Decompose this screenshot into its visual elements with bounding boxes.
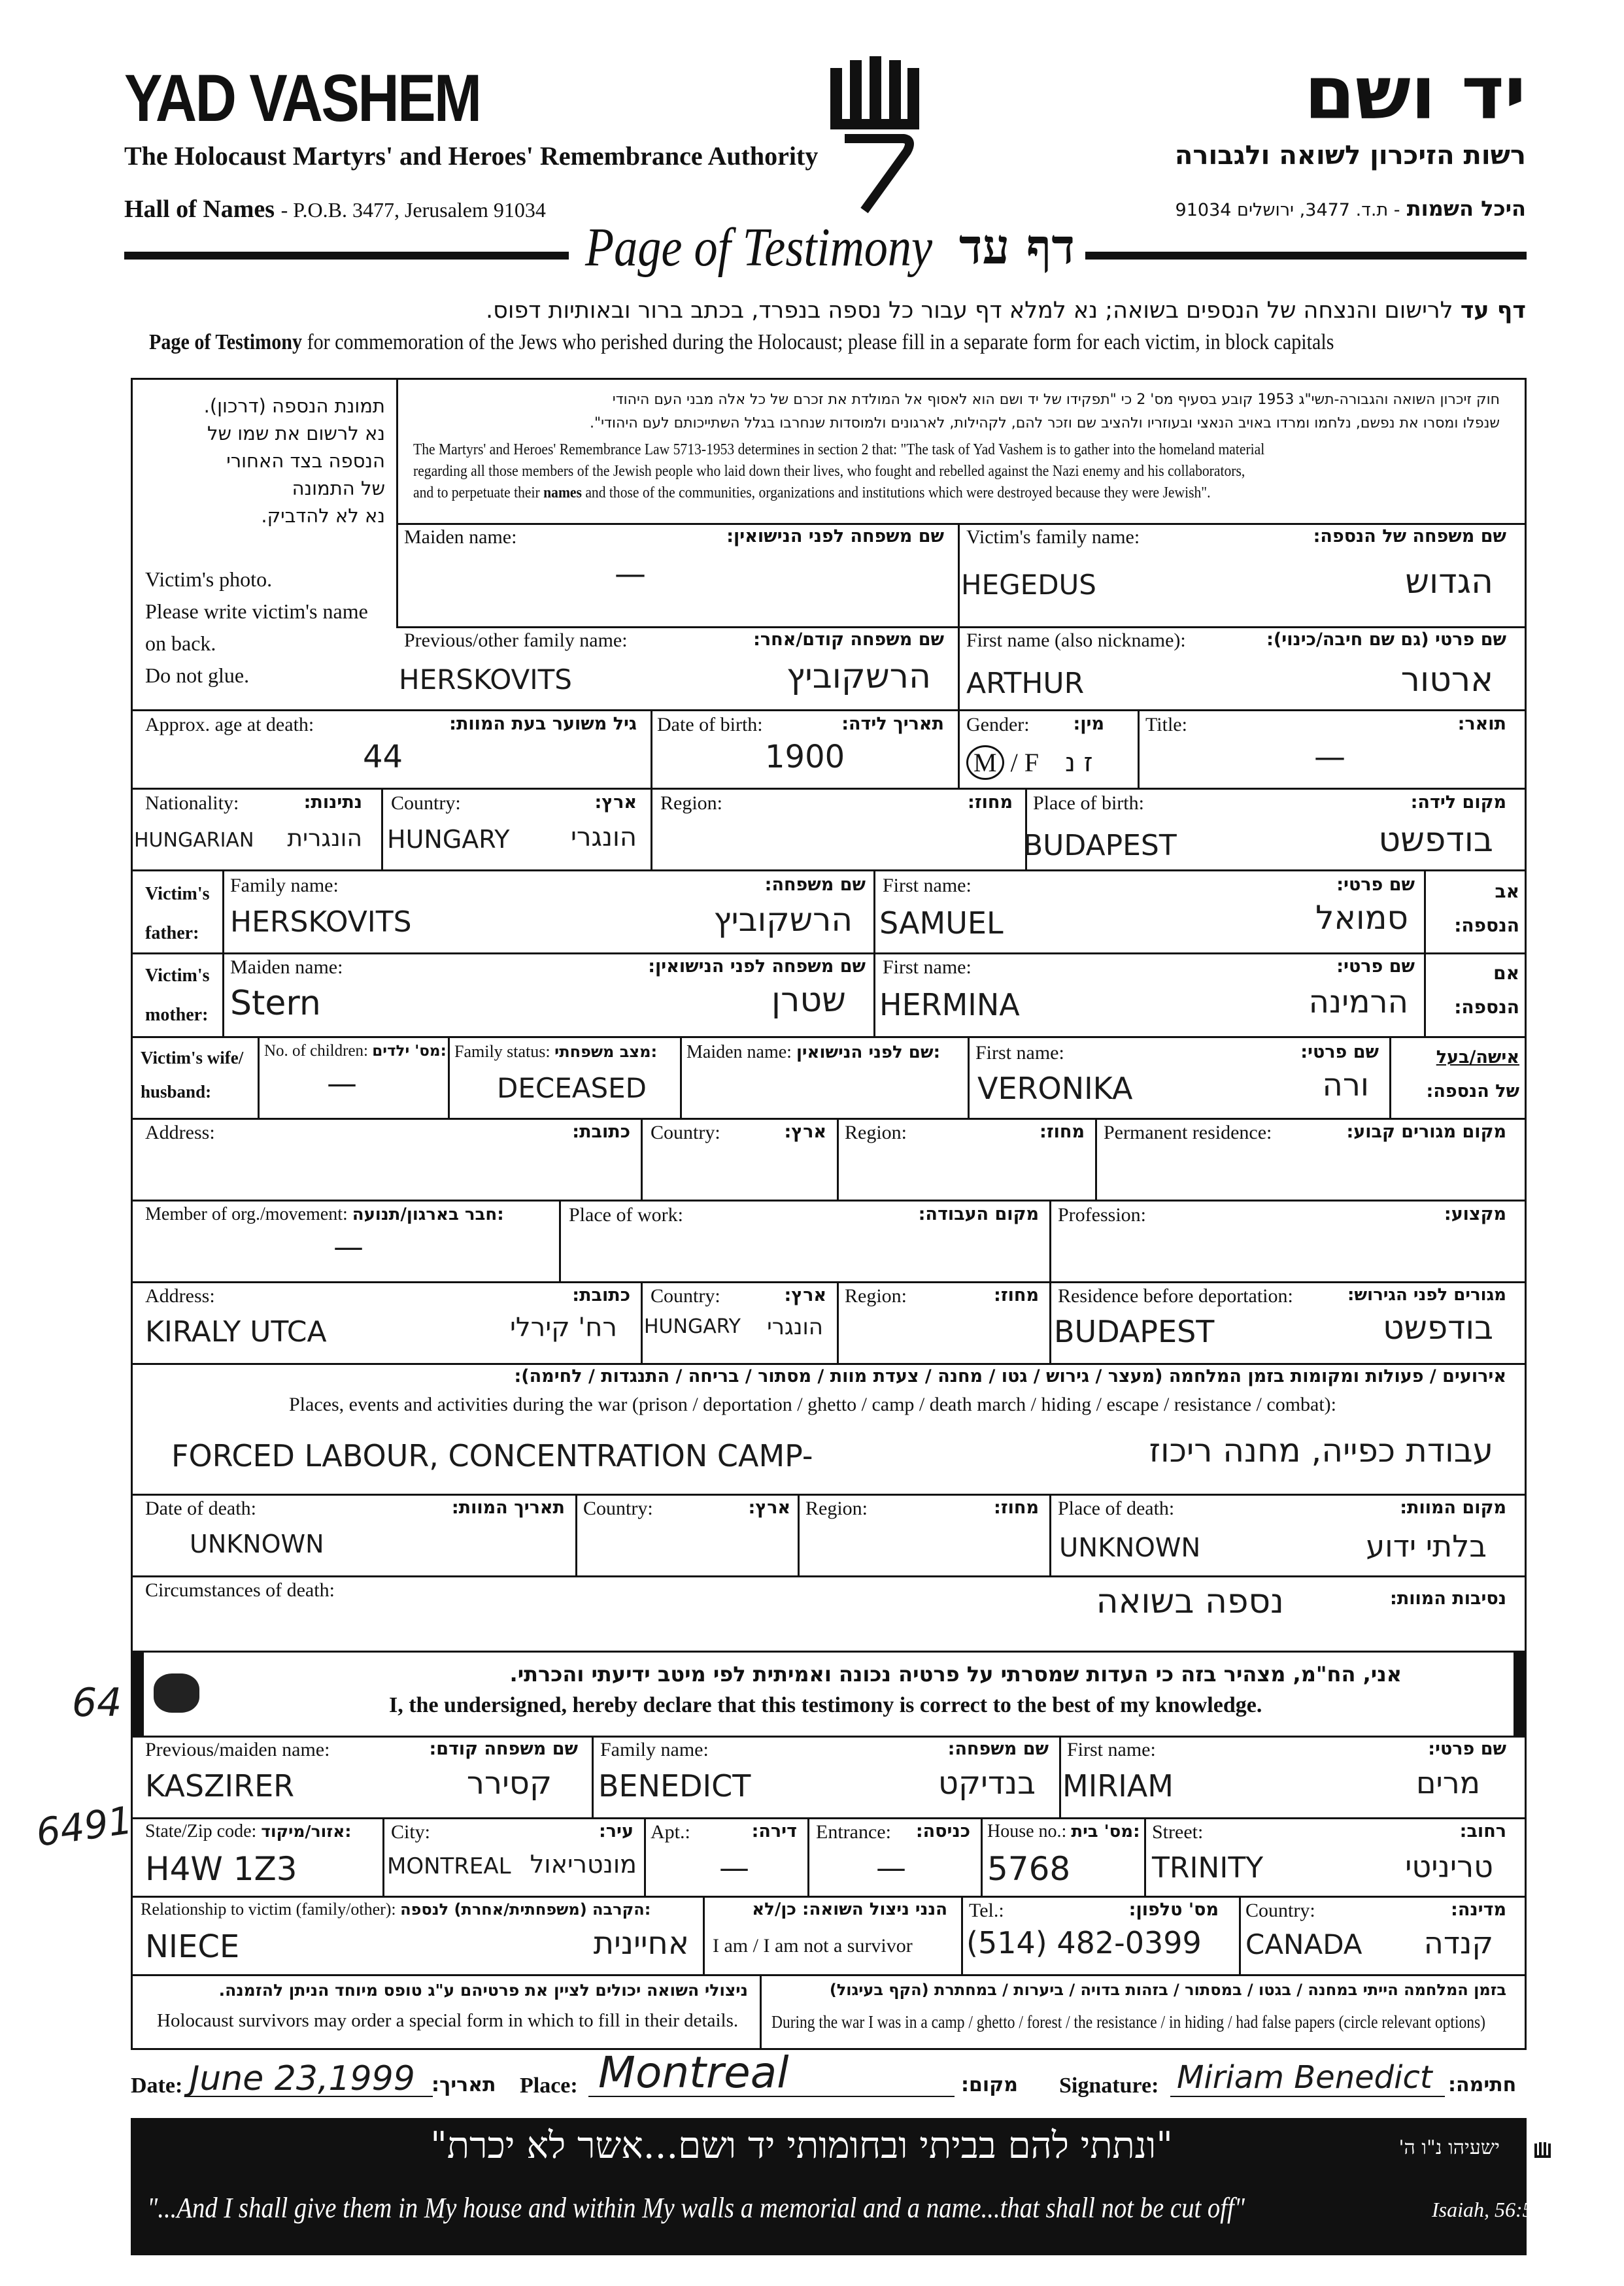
place-label-he: מקום: <box>961 2074 1018 2096</box>
circumstances-label-he: נסיבות המוות: <box>1390 1588 1506 1609</box>
spouse-first-name-label-he: שם פרטי: <box>1300 1042 1379 1062</box>
house-number-value: 5768 <box>987 1850 1071 1888</box>
profession-label: Profession: <box>1058 1204 1146 1226</box>
instructions-en <box>149 330 1334 355</box>
submitter-country-value-he: קנדה <box>1423 1925 1493 1960</box>
photo-divider <box>396 378 398 626</box>
title-label: Title: <box>1145 714 1187 735</box>
previous-family-name-value-en: HERSKOVITS <box>399 664 572 696</box>
address-label: Address: <box>145 1122 215 1143</box>
survivor-option[interactable]: I am / I am not a survivor <box>713 1935 913 1957</box>
relationship-label: Relationship to victim (family/other): הקרבה (משפחתית/אחרת) לנספה: <box>141 1900 651 1919</box>
photo-he-line: נא לא להדביק. <box>261 505 385 527</box>
law-he-line: שנפלו ומסרו את נפשם, נלחמו ומרדו באויב הנאצי ובעוזריו ולהציב שם וזכר להם, לקהילות, לארגונים ולמוסדות שנחרבו בגלל השתייכותם לעם היהודי". <box>590 415 1500 431</box>
father-label: Victim's father: <box>145 884 210 943</box>
col-line <box>651 788 652 869</box>
row-line <box>396 626 1527 628</box>
declaration-bar-right <box>1514 1651 1527 1736</box>
residence-before-deportation-label-he: מגורים לפני הגירוש: <box>1347 1285 1506 1305</box>
family-name-value-en: HEGEDUS <box>961 569 1096 601</box>
father-first-name-label-he: שם פרטי: <box>1336 875 1415 895</box>
col-line <box>651 709 652 788</box>
row-line <box>131 1200 1527 1202</box>
col-line <box>1138 709 1140 788</box>
col-line <box>258 1036 260 1118</box>
address2-label-he: כתובת: <box>572 1285 630 1305</box>
first-name-value-en: ARTHUR <box>966 667 1085 700</box>
region-label: Region: <box>660 792 722 814</box>
father-family-name-value-en: HERSKOVITS <box>230 905 412 939</box>
death-region-label-he: מחוז: <box>994 1498 1039 1518</box>
declaration-he: אני, הח"מ, מצהיר בזה כי העדות שמסרתי על פרטיה נכונה ואמיתית לפי מיטב ידיעתי והכרתי. <box>509 1662 1402 1687</box>
maiden-name-label: Maiden name: <box>404 526 517 548</box>
col-line <box>641 1118 643 1200</box>
events-value-en: FORCED LABOUR, CONCENTRATION CAMP- <box>171 1438 813 1473</box>
first-name-value-he: ארטור <box>1400 660 1493 699</box>
place-of-death-value-he: בלתי ידוע <box>1366 1528 1487 1564</box>
nationality-value-he: הונגרית <box>287 825 362 852</box>
father-family-name-value-he: הרשקוביץ <box>713 901 853 939</box>
maiden-name-value: — <box>615 556 646 592</box>
row-line <box>131 869 1527 871</box>
col-line <box>703 1896 705 1974</box>
footer-cite-he: ישעיהו נ"ו ה' <box>1398 2136 1500 2159</box>
org-name-en: YAD VASHEM <box>124 61 481 135</box>
declaration-en: I, the undersigned, hereby declare that this testimony is correct to the best of my knowledge. <box>389 1693 1262 1717</box>
spouse-first-name-label: First name: <box>975 1042 1064 1064</box>
city-value-he: מונטריאול <box>530 1850 637 1879</box>
maiden-name-label-he: שם משפחה לפני הנישואין: <box>726 526 944 546</box>
residence-before-deportation-label: Residence before deportation: <box>1058 1285 1293 1307</box>
during-war-he: בזמן המלחמה הייתי במחנה / בגטו / במסתור / בזהות בדויה / ביערות / במחתרת (הקף בעיגול) <box>829 1981 1506 1999</box>
place-of-death-label-he: מקום המוות: <box>1400 1498 1506 1518</box>
date-of-death-label: Date of death: <box>145 1498 256 1519</box>
place-value: Montreal <box>598 2047 789 2098</box>
apt-label-he: דירה: <box>751 1821 797 1841</box>
signature-value: Miriam Benedict <box>1177 2059 1432 2096</box>
family-status-value: DECEASED <box>497 1072 647 1104</box>
photo-he-line: של התמונה <box>292 477 385 499</box>
place-of-death-label: Place of death: <box>1058 1498 1175 1519</box>
place-of-work-label-he: מקום העבודה: <box>918 1204 1039 1224</box>
nationality-label: Nationality: <box>145 792 239 814</box>
country-value-he: הונגרי <box>570 822 637 852</box>
country-value-en: HUNGARY <box>387 825 510 854</box>
authority-en: The Holocaust Martyrs' and Heroes' Remembrance Authority <box>124 141 819 171</box>
events-label-he: אירועים / פעולות ומקומות בזמן המלחמה (מעצר / גירוש / גטו / מחנה / צעדת מוות / מסתור / בריחה / התנגדות / לחימה): <box>514 1366 1506 1387</box>
family-name-label-he: שם משפחה של הנספה: <box>1313 526 1506 546</box>
photo-instructions-en <box>145 563 368 692</box>
country-label: Country: <box>391 792 461 814</box>
row-line <box>131 1036 1527 1038</box>
father-family-name-label: Family name: <box>230 875 339 896</box>
father-family-name-label-he: שם משפחה: <box>764 875 866 895</box>
nationality-label-he: נתינות: <box>303 792 362 813</box>
place-of-birth-value-he: בודפשט <box>1378 820 1493 860</box>
family-name-value-he: הגדוש <box>1405 562 1493 601</box>
city-label: City: <box>391 1821 431 1843</box>
father-label-he: אב הנספה: <box>1454 881 1519 936</box>
submitter-family-name-label: Family name: <box>600 1739 709 1760</box>
col-line <box>1389 1036 1391 1118</box>
mother-maiden-name-value-he: שטרן <box>771 981 846 1020</box>
street-value-he: טריניטי <box>1405 1849 1493 1884</box>
col-line <box>680 1036 682 1118</box>
residence-before-deportation-value-en: BUDAPEST <box>1054 1314 1215 1349</box>
children-label: No. of children: מס' ילדים: <box>264 1042 447 1060</box>
form-title-he: דף עד <box>958 219 1075 275</box>
age-label-he: גיל משוער בעת המוות: <box>449 714 637 734</box>
col-line <box>958 709 960 788</box>
special-form-en: Holocaust survivors may order a special form in which to fill in their details. <box>157 2010 739 2031</box>
margin-note-2: 6491 <box>33 1798 135 1855</box>
gender-male-option[interactable]: M <box>966 745 1004 780</box>
photo-he-line: הנספה בצד האחורי <box>226 450 385 472</box>
mother-label: Victim's mother: <box>145 966 210 1025</box>
date-label-he: תאריך: <box>431 2074 496 2096</box>
member-value: — <box>333 1229 364 1264</box>
entrance-value: — <box>876 1850 906 1885</box>
submitter-first-name-label-he: שם פרטי: <box>1428 1739 1506 1759</box>
address2-region-label-he: מחוז: <box>994 1285 1039 1305</box>
col-line <box>1059 1736 1061 1817</box>
tel-label-he: מס' טלפון: <box>1128 1900 1219 1920</box>
profession-label-he: מקצוע: <box>1444 1204 1506 1224</box>
col-line <box>837 1281 839 1363</box>
date-label: Date: <box>131 2074 183 2098</box>
place-of-death-value-en: UNKNOWN <box>1059 1533 1201 1563</box>
col-line <box>1144 1817 1146 1896</box>
date-of-death-label-he: תאריך המוות: <box>451 1498 565 1518</box>
member-label: Member of org./movement: חבר בארגון/תנועה: <box>145 1204 504 1224</box>
special-form-he: ניצולי השואה יכולים לציין את פרטיהם ע"ג טופס מיוחד הניתן להזמנה. <box>218 1981 748 2000</box>
gender-label: Gender: <box>966 714 1030 735</box>
date-value: June 23,1999 <box>190 2059 415 2098</box>
zip-value: H4W 1Z3 <box>145 1850 297 1888</box>
col-line <box>968 1036 970 1118</box>
col-line <box>382 1817 384 1896</box>
col-line <box>958 523 960 709</box>
margin-scribble <box>154 1673 199 1713</box>
father-first-name-value-he: סמואל <box>1315 899 1408 937</box>
spouse-first-name-value-en: VERONIKA <box>977 1071 1133 1106</box>
address2-country-value-en: HUNGARY <box>644 1315 741 1338</box>
footer-quote-en: "...And I shall give them in My house and within My walls a memorial and a name...that shall not be cut off" <box>147 2192 1245 2224</box>
gender-options <box>966 745 1093 780</box>
submitter-previous-name-label-he: שם משפחה קודם: <box>429 1739 578 1759</box>
instructions-he-text: לרישום והנצחה של הנספים בשואה; נא למלא דף עבור כל נספה בנפרד, בכתב ברור ובאותיות דפוס. <box>486 297 1453 324</box>
col-line <box>381 788 383 869</box>
photo-en-line: Victim's photo. <box>145 567 273 591</box>
col-line <box>1049 1281 1051 1363</box>
hall-he: היכל השמות <box>1406 196 1526 221</box>
col-line <box>644 1817 646 1896</box>
first-name-label: First name (also nickname): <box>966 630 1186 651</box>
address-region-label-he: מחוז: <box>1040 1122 1085 1142</box>
address2-value-he: רח' קירלי <box>509 1313 617 1343</box>
country-label-he: ארץ: <box>594 792 637 813</box>
street-value-en: TRINITY <box>1152 1851 1264 1885</box>
mother-maiden-name-label: Maiden name: <box>230 956 343 978</box>
address2-label: Address: <box>145 1285 215 1307</box>
survivor-label-he: הנני ניצול השואה: כן/לא <box>752 1900 947 1919</box>
address-country-label-he: ארץ: <box>784 1122 826 1142</box>
children-value: — <box>327 1066 357 1101</box>
date-of-birth-label: Date of birth: <box>657 714 763 735</box>
gender-label-he: מין: <box>1073 714 1104 734</box>
instructions-en-bold: Page of Testimony <box>149 330 303 354</box>
margin-note-1: 64 <box>72 1680 122 1726</box>
place-of-birth-value-en: BUDAPEST <box>1023 829 1177 862</box>
row-line <box>131 709 1527 711</box>
instructions-en-text: for commemoration of the Jews who perished during the Holocaust; please fill in a separate form for each victim, in block capitals <box>307 330 1334 354</box>
law-en-line: and to perpetuate their names and those of the communities, organizations and institutions which were destroyed because they were Jewish". <box>413 484 1211 501</box>
address2-value-en: KIRALY UTCA <box>145 1315 327 1349</box>
col-line <box>1239 1896 1241 1974</box>
row-line <box>131 1575 1527 1577</box>
row-line <box>131 1817 1527 1819</box>
submitter-family-name-label-he: שם משפחה: <box>947 1739 1049 1759</box>
mother-first-name-label: First name: <box>883 956 972 978</box>
gender-female-option[interactable]: / F <box>1010 748 1039 777</box>
law-he-line: חוק זיכרון השואה והגבורה-תשי"ג 1953 קובע בסעיף מס' 2 כי "תפקידו של יד ושם הוא לאסוף אל המולדת את זכרם של כל אלה מבני העם היהודי <box>612 392 1500 408</box>
form-title-en: Page of Testimony <box>585 217 933 278</box>
during-war-en: During the war I was in a camp / ghetto / forest / the resistance / in hiding / had false papers (circle relevant options) <box>771 2012 1485 2032</box>
death-country-label-he: ארץ: <box>748 1498 790 1518</box>
entrance-label: Entrance: <box>816 1821 891 1843</box>
age-value: 44 <box>363 739 403 775</box>
col-line <box>760 1974 762 2050</box>
col-line <box>1049 1494 1051 1575</box>
date-of-birth-label-he: תאריך לידה: <box>841 714 944 734</box>
mother-label-he: אם הנספה: <box>1454 962 1519 1018</box>
apt-label: Apt.: <box>651 1821 690 1843</box>
law-text-en <box>413 439 1264 504</box>
instructions-he <box>486 297 1526 324</box>
age-label: Approx. age at death: <box>145 714 314 735</box>
header-rule-right <box>1085 252 1527 260</box>
tel-value: (514) 482-0399 <box>966 1925 1202 1960</box>
nationality-value-en: HUNGARIAN <box>134 829 254 852</box>
city-value-en: MONTREAL <box>387 1853 511 1879</box>
relationship-value-en: NIECE <box>145 1928 240 1965</box>
apt-value: — <box>719 1850 749 1885</box>
yad-vashem-logo <box>825 54 923 217</box>
circumstances-value-he: נספה בשואה <box>1096 1582 1284 1621</box>
tel-label: Tel.: <box>969 1900 1004 1921</box>
circumstances-label: Circumstances of death: <box>145 1579 335 1601</box>
submitter-previous-name-value-he: קסירר <box>466 1765 552 1802</box>
permanent-residence-label-he: מקום מגורים קבוע: <box>1346 1122 1506 1142</box>
col-line <box>837 1118 839 1200</box>
place-of-work-label: Place of work: <box>569 1204 683 1226</box>
first-name-label-he: שם פרטי (גם שם חיבה/כינוי): <box>1266 630 1506 650</box>
row-line <box>131 1974 1527 1976</box>
father-first-name-label: First name: <box>883 875 972 896</box>
col-line <box>961 1896 963 1974</box>
street-label-he: רחוב: <box>1459 1821 1506 1841</box>
hall-of-names-label <box>124 195 546 224</box>
submitter-first-name-value-he: מרים <box>1415 1765 1480 1800</box>
photo-he-line: תמונת הנספה (דרכון). <box>203 395 385 417</box>
photo-instructions-he <box>204 392 385 529</box>
family-status-label: Family status: מצב משפחתי: <box>454 1042 658 1061</box>
submitter-country-label-he: מדינה: <box>1451 1900 1506 1920</box>
title-value: — <box>1314 739 1345 775</box>
submitter-country-label: Country: <box>1245 1900 1315 1921</box>
signature-label: Signature: <box>1059 2074 1159 2098</box>
street-label: Street: <box>1152 1821 1204 1843</box>
family-name-label: Victim's family name: <box>966 526 1140 548</box>
col-line <box>981 1817 983 1896</box>
relationship-value-he: אחיינית <box>593 1925 689 1962</box>
previous-family-name-label-he: שם משפחה קודם/אחר: <box>753 630 944 650</box>
row-line <box>131 788 1527 790</box>
signature-label-he: חתימה: <box>1448 2074 1517 2096</box>
row-line <box>131 1736 1527 1738</box>
row-line <box>131 1896 1527 1898</box>
events-label-en: Places, events and activities during the war (prison / deportation / ghetto / camp / death march / hiding / escape / resistance / combat): <box>289 1394 1337 1415</box>
spouse-first-name-value-he: ורה <box>1322 1067 1369 1103</box>
photo-en-line: Please write victim's name <box>145 599 368 623</box>
entrance-label-he: כניסה: <box>915 1821 970 1841</box>
mother-first-name-value-en: HERMINA <box>879 987 1020 1022</box>
residence-before-deportation-value-he: בודפשט <box>1383 1309 1493 1347</box>
events-value-he: עבודת כפייה, מחנה ריכוז <box>1149 1432 1493 1470</box>
footer-cite-en: Isaiah, 56:5 <box>1432 2198 1533 2221</box>
photo-en-line: Do not glue. <box>145 664 250 687</box>
death-region-label: Region: <box>805 1498 868 1519</box>
hall-address-en: - P.O.B. 3477, Jerusalem 91034 <box>280 198 546 222</box>
previous-family-name-label: Previous/other family name: <box>404 630 628 651</box>
row-line <box>131 952 1527 954</box>
col-line <box>807 1817 809 1896</box>
place-of-birth-label-he: מקום לידה: <box>1410 792 1506 813</box>
mother-maiden-name-value-en: Stern <box>230 984 321 1023</box>
col-line <box>592 1736 594 1817</box>
row-line <box>131 1651 1527 1653</box>
declaration-bar-left <box>131 1651 144 1736</box>
row-line <box>131 1281 1527 1283</box>
small-logo-icon <box>1533 2141 1553 2167</box>
submitter-country-value-en: CANADA <box>1245 1928 1362 1960</box>
spouse-maiden-label: Maiden name: שם לפני הנישואין: <box>686 1042 940 1062</box>
instructions-he-bold: דף עד <box>1460 297 1526 324</box>
row-line <box>131 1118 1527 1120</box>
row-line <box>131 1494 1527 1496</box>
father-first-name-value-en: SAMUEL <box>879 905 1004 941</box>
submitter-family-name-value-he: בנדיקט <box>938 1765 1036 1802</box>
address2-country-label-he: ארץ: <box>784 1285 826 1305</box>
photo-he-line: נא לרשום את שמו של <box>207 422 385 445</box>
authority-he: רשות הזיכרון לשואה ולגבורה <box>1174 141 1526 171</box>
col-line <box>1095 1118 1097 1200</box>
submitter-family-name-value-en: BENEDICT <box>598 1768 751 1804</box>
submitter-first-name-label: First name: <box>1067 1739 1156 1760</box>
hall-of-names-he <box>1176 196 1526 221</box>
hall-en: Hall of Names <box>124 195 275 223</box>
date-of-birth-value: 1900 <box>765 739 845 775</box>
org-name-he: יד ושם <box>1304 51 1526 136</box>
zip-label: State/Zip code: אזור/מיקוד: <box>145 1821 352 1841</box>
address-label-he: כתובת: <box>572 1122 630 1142</box>
col-line <box>1049 1200 1051 1281</box>
address2-country-label: Country: <box>651 1285 720 1307</box>
mother-maiden-name-label-he: שם משפחה לפני הנישואין: <box>648 956 866 977</box>
wife-husband-label: Victim's wife/ husband: <box>141 1048 244 1101</box>
permanent-residence-label: Permanent residence: <box>1104 1122 1272 1143</box>
place-of-birth-label: Place of birth: <box>1033 792 1144 814</box>
submitter-first-name-value-en: MIRIAM <box>1062 1768 1174 1804</box>
previous-family-name-value-he: הרשקוביץ <box>787 657 931 696</box>
region-label-he: מחוז: <box>968 792 1013 813</box>
hall-address-he: - ת.ד. 3477, ירושלים 91034 <box>1175 200 1400 220</box>
law-en-line: The Martyrs' and Heroes' Remembrance Law 5713-1953 determines in section 2 that: "The task of Yad Vashem is to gather into the homeland material <box>413 441 1265 458</box>
submitter-previous-name-value-en: KASZIRER <box>145 1768 295 1804</box>
row-line <box>396 523 1527 525</box>
address2-country-value-he: הונגרי <box>767 1314 823 1340</box>
city-label-he: עיר: <box>599 1821 634 1841</box>
law-text-he <box>590 388 1500 435</box>
col-line <box>559 1200 561 1281</box>
photo-en-line: on back. <box>145 631 216 655</box>
header-rule-left <box>124 252 569 260</box>
col-line <box>798 1494 800 1575</box>
death-country-label: Country: <box>583 1498 653 1519</box>
mother-first-name-label-he: שם פרטי: <box>1336 956 1415 977</box>
footer-quote-he: "ונתתי להם בביתי ובחומותי יד ושם...אשר לא יכרת" <box>430 2125 1173 2167</box>
address2-region-label: Region: <box>845 1285 907 1307</box>
address-region-label: Region: <box>845 1122 907 1143</box>
house-number-label: House no.: מס' בית: <box>987 1821 1140 1841</box>
date-of-death-value: UNKNOWN <box>190 1530 324 1558</box>
title-label-he: תואר: <box>1457 714 1506 734</box>
mother-first-name-value-he: הרמינה <box>1308 984 1408 1020</box>
col-line <box>448 1036 450 1118</box>
address-country-label: Country: <box>651 1122 720 1143</box>
col-line <box>641 1281 643 1363</box>
place-label: Place: <box>520 2074 578 2098</box>
submitter-previous-name-label: Previous/maiden name: <box>145 1739 330 1760</box>
signature-underline <box>1170 2096 1445 2097</box>
law-en-line: regarding all those members of the Jewish people who laid down their lives, who fought and rebelled against the Nazi enemy and his collaborators, <box>413 463 1245 480</box>
wife-husband-label-he: אישה/בעל של הנספה: <box>1426 1047 1519 1101</box>
gender-options-he: ז נ <box>1064 748 1093 778</box>
col-line <box>575 1494 577 1575</box>
row-line <box>131 1363 1527 1365</box>
